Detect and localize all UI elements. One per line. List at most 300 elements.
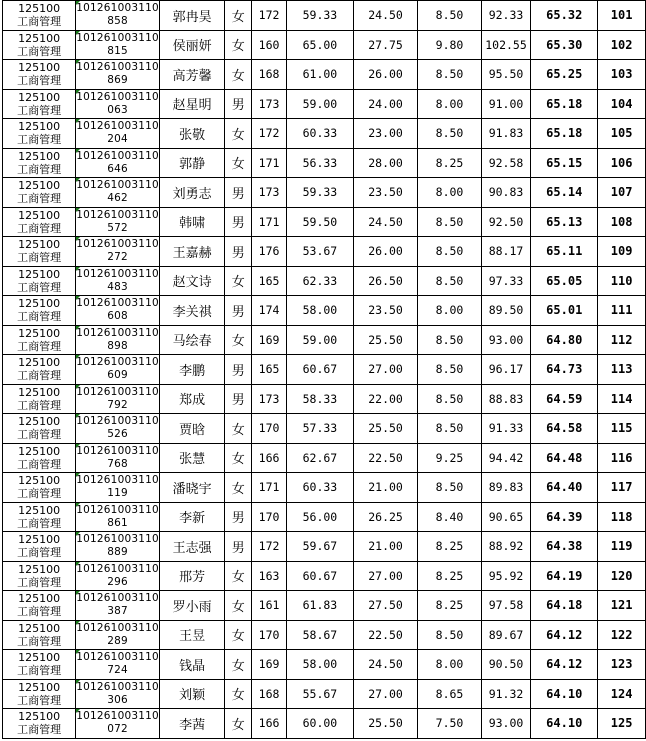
major-cell: [3, 296, 76, 326]
exam-id-cell: [76, 355, 160, 385]
score-3-cell: 8.25: [418, 148, 482, 178]
score-4-cell: 93.00: [481, 709, 530, 739]
score-3-cell: 9.25: [418, 443, 482, 473]
table-row: [3, 148, 646, 178]
total-score-cell: 65.13: [531, 207, 598, 237]
total-score-cell: 64.48: [531, 443, 598, 473]
table-row: [3, 178, 646, 208]
score-4-cell: 90.83: [481, 178, 530, 208]
score-3-cell: 8.00: [418, 650, 482, 680]
score-1-cell: 60.33: [286, 473, 353, 503]
score-3-cell: 8.50: [418, 355, 482, 385]
major-cell-major-name: 工商管理: [17, 103, 62, 117]
major-cell-major-name: 工商管理: [17, 664, 62, 678]
exam-id-cell: [76, 266, 160, 296]
table-row: [3, 620, 646, 650]
score-2-cell: 22.50: [353, 620, 417, 650]
major-cell-major-code: 125100: [18, 238, 61, 252]
rank-cell: 112: [598, 325, 646, 355]
score-2-cell: 25.50: [353, 414, 417, 444]
rank-cell: 122: [598, 620, 646, 650]
major-cell: [3, 266, 76, 296]
sex-cell: 男: [225, 237, 252, 267]
score-3-cell: 8.00: [418, 178, 482, 208]
score-4-cell: 90.50: [481, 650, 530, 680]
exam-id-cell-id-a: 101261003110: [76, 621, 159, 634]
table-row: [3, 502, 646, 532]
name-cell: 高芳馨: [159, 60, 225, 90]
exam-id-cell: [76, 502, 160, 532]
name-cell: 张敬: [159, 119, 225, 149]
exam-id-cell-id-b: 724: [107, 664, 128, 677]
name-cell: 马绘春: [159, 325, 225, 355]
sex-cell: 男: [225, 296, 252, 326]
major-cell-major-code: 125100: [18, 651, 61, 665]
table-row: [3, 207, 646, 237]
total-score-cell: 64.19: [531, 561, 598, 591]
score-1-cell: 58.00: [286, 650, 353, 680]
major-cell-major-name: 工商管理: [17, 398, 62, 412]
exam-id-cell: [76, 60, 160, 90]
major-cell-major-code: 125100: [18, 444, 61, 458]
rank-cell: 123: [598, 650, 646, 680]
total-score-cell: 65.05: [531, 266, 598, 296]
exam-id-cell-id-b: 889: [107, 546, 128, 559]
total-score-cell: 64.10: [531, 709, 598, 739]
total-score-cell: 65.30: [531, 30, 598, 60]
score-3-cell: 8.50: [418, 384, 482, 414]
exam-id-cell: [76, 1, 160, 31]
exam-id-cell-id-b: 572: [107, 221, 128, 234]
exam-id-cell-id-b: 858: [107, 15, 128, 28]
exam-id-cell-id-b: 526: [107, 428, 128, 441]
score-1-cell: 53.67: [286, 237, 353, 267]
major-cell: [3, 561, 76, 591]
major-cell-major-name: 工商管理: [17, 546, 62, 560]
exam-id-cell-id-b: 815: [107, 44, 128, 57]
major-cell-major-code: 125100: [18, 149, 61, 163]
exam-id-cell: [76, 148, 160, 178]
major-cell-major-name: 工商管理: [17, 634, 62, 648]
score-1-cell: 56.33: [286, 148, 353, 178]
name-cell: 王昱: [159, 620, 225, 650]
sex-cell: 女: [225, 650, 252, 680]
exam-id-cell-id-a: 101261003110: [76, 710, 159, 723]
score-3-cell: 8.50: [418, 473, 482, 503]
exam-id-cell-id-b: 272: [107, 251, 128, 264]
score-3-cell: 8.00: [418, 89, 482, 119]
sex-cell: 男: [225, 178, 252, 208]
rank-cell: 118: [598, 502, 646, 532]
score-2-cell: 22.50: [353, 443, 417, 473]
score-2-cell: 21.00: [353, 473, 417, 503]
name-cell: 赵文诗: [159, 266, 225, 296]
score-4-cell: 91.33: [481, 414, 530, 444]
rank-cell: 125: [598, 709, 646, 739]
table-row: [3, 679, 646, 709]
major-cell: [3, 679, 76, 709]
score-3-cell: 8.25: [418, 532, 482, 562]
major-cell-major-code: 125100: [18, 208, 61, 222]
score-1-cell: 59.67: [286, 532, 353, 562]
score-3-cell: 8.50: [418, 207, 482, 237]
score-4-cell: 90.65: [481, 502, 530, 532]
rank-cell: 120: [598, 561, 646, 591]
exam-id-cell-id-b: 609: [107, 369, 128, 382]
total-score-cell: 65.01: [531, 296, 598, 326]
height-cell: 171: [252, 473, 287, 503]
sex-cell: 女: [225, 679, 252, 709]
sex-cell: 女: [225, 1, 252, 31]
score-3-cell: 8.00: [418, 296, 482, 326]
height-cell: 170: [252, 502, 287, 532]
major-cell: [3, 620, 76, 650]
score-3-cell: 8.50: [418, 414, 482, 444]
exam-id-cell-id-a: 101261003110: [76, 503, 159, 516]
score-2-cell: 26.25: [353, 502, 417, 532]
score-table: [2, 0, 646, 739]
score-1-cell: 62.67: [286, 443, 353, 473]
exam-id-cell-id-a: 101261003110: [76, 61, 159, 74]
score-1-cell: 59.50: [286, 207, 353, 237]
exam-id-cell-id-b: 792: [107, 398, 128, 411]
height-cell: 171: [252, 148, 287, 178]
score-2-cell: 26.50: [353, 266, 417, 296]
score-1-cell: 61.00: [286, 60, 353, 90]
exam-id-cell-id-a: 101261003110: [76, 208, 159, 221]
rank-cell: 113: [598, 355, 646, 385]
score-1-cell: 58.00: [286, 296, 353, 326]
exam-id-cell-id-a: 101261003110: [76, 385, 159, 398]
score-3-cell: 8.65: [418, 679, 482, 709]
height-cell: 172: [252, 532, 287, 562]
sex-cell: 女: [225, 266, 252, 296]
exam-id-cell-id-b: 898: [107, 339, 128, 352]
height-cell: 174: [252, 296, 287, 326]
score-2-cell: 21.00: [353, 532, 417, 562]
score-4-cell: 97.33: [481, 266, 530, 296]
major-cell-major-name: 工商管理: [17, 133, 62, 147]
exam-id-cell-id-a: 101261003110: [76, 297, 159, 310]
major-cell: [3, 89, 76, 119]
rank-cell: 106: [598, 148, 646, 178]
total-score-cell: 64.18: [531, 591, 598, 621]
major-cell: [3, 502, 76, 532]
exam-id-cell-id-b: 306: [107, 693, 128, 706]
score-1-cell: 58.67: [286, 620, 353, 650]
score-2-cell: 23.50: [353, 296, 417, 326]
score-4-cell: 92.50: [481, 207, 530, 237]
rank-cell: 119: [598, 532, 646, 562]
name-cell: 贾晗: [159, 414, 225, 444]
score-4-cell: 92.58: [481, 148, 530, 178]
sex-cell: 女: [225, 148, 252, 178]
score-4-cell: 89.83: [481, 473, 530, 503]
sex-cell: 女: [225, 414, 252, 444]
total-score-cell: 65.15: [531, 148, 598, 178]
table-row: [3, 296, 646, 326]
exam-id-cell: [76, 296, 160, 326]
height-cell: 165: [252, 266, 287, 296]
major-cell: [3, 709, 76, 739]
total-score-cell: 65.32: [531, 1, 598, 31]
exam-id-cell-id-a: 101261003110: [76, 356, 159, 369]
rank-cell: 107: [598, 178, 646, 208]
rank-cell: 105: [598, 119, 646, 149]
score-1-cell: 59.00: [286, 89, 353, 119]
name-cell: 侯丽妍: [159, 30, 225, 60]
major-cell: [3, 384, 76, 414]
height-cell: 169: [252, 325, 287, 355]
exam-id-cell: [76, 414, 160, 444]
major-cell: [3, 473, 76, 503]
total-score-cell: 64.12: [531, 620, 598, 650]
exam-id-cell-id-b: 608: [107, 310, 128, 323]
major-cell-major-name: 工商管理: [17, 487, 62, 501]
name-cell: 李鹏: [159, 355, 225, 385]
total-score-cell: 64.80: [531, 325, 598, 355]
height-cell: 176: [252, 237, 287, 267]
score-1-cell: 60.33: [286, 119, 353, 149]
score-1-cell: 61.83: [286, 591, 353, 621]
sex-cell: 女: [225, 30, 252, 60]
major-cell-major-code: 125100: [18, 385, 61, 399]
exam-id-cell: [76, 532, 160, 562]
score-3-cell: 8.25: [418, 591, 482, 621]
name-cell: 韩啸: [159, 207, 225, 237]
exam-id-cell: [76, 30, 160, 60]
major-cell-major-code: 125100: [18, 710, 61, 724]
name-cell: 邢芳: [159, 561, 225, 591]
exam-id-cell: [76, 620, 160, 650]
score-3-cell: 8.50: [418, 266, 482, 296]
major-cell: [3, 325, 76, 355]
score-4-cell: 88.83: [481, 384, 530, 414]
height-cell: 173: [252, 89, 287, 119]
major-cell-major-code: 125100: [18, 415, 61, 429]
score-4-cell: 88.92: [481, 532, 530, 562]
exam-id-cell-id-a: 101261003110: [76, 90, 159, 103]
sex-cell: 男: [225, 384, 252, 414]
height-cell: 166: [252, 709, 287, 739]
table-row: [3, 237, 646, 267]
table-row: [3, 561, 646, 591]
score-2-cell: 26.00: [353, 237, 417, 267]
height-cell: 161: [252, 591, 287, 621]
major-cell: [3, 30, 76, 60]
height-cell: 172: [252, 1, 287, 31]
exam-id-cell-id-a: 101261003110: [76, 31, 159, 44]
exam-id-cell: [76, 473, 160, 503]
sex-cell: 女: [225, 709, 252, 739]
exam-id-cell-id-b: 289: [107, 634, 128, 647]
height-cell: 168: [252, 679, 287, 709]
sex-cell: 男: [225, 532, 252, 562]
major-cell-major-name: 工商管理: [17, 693, 62, 707]
exam-id-cell-id-b: 869: [107, 74, 128, 87]
exam-id-cell-id-a: 101261003110: [76, 326, 159, 339]
table-row: [3, 1, 646, 31]
score-2-cell: 25.50: [353, 709, 417, 739]
score-3-cell: 8.50: [418, 119, 482, 149]
score-1-cell: 55.67: [286, 679, 353, 709]
score-1-cell: 56.00: [286, 502, 353, 532]
table-row: [3, 650, 646, 680]
major-cell-major-name: 工商管理: [17, 369, 62, 383]
height-cell: 173: [252, 384, 287, 414]
name-cell: 郑成: [159, 384, 225, 414]
score-3-cell: 8.50: [418, 325, 482, 355]
exam-id-cell: [76, 709, 160, 739]
major-cell-major-name: 工商管理: [17, 192, 62, 206]
score-1-cell: 60.67: [286, 355, 353, 385]
exam-id-cell-id-b: 462: [107, 192, 128, 205]
name-cell: 王嘉赫: [159, 237, 225, 267]
major-cell-major-name: 工商管理: [17, 723, 62, 737]
exam-id-cell-id-b: 119: [107, 487, 128, 500]
exam-id-cell-id-b: 296: [107, 575, 128, 588]
exam-id-cell-id-a: 101261003110: [76, 533, 159, 546]
name-cell: 钱晶: [159, 650, 225, 680]
total-score-cell: 65.25: [531, 60, 598, 90]
rank-cell: 103: [598, 60, 646, 90]
major-cell-major-name: 工商管理: [17, 575, 62, 589]
exam-id-cell-id-b: 063: [107, 103, 128, 116]
major-cell: [3, 355, 76, 385]
rank-cell: 108: [598, 207, 646, 237]
score-3-cell: 9.80: [418, 30, 482, 60]
exam-id-cell: [76, 237, 160, 267]
major-cell-major-code: 125100: [18, 267, 61, 281]
exam-id-cell: [76, 650, 160, 680]
score-4-cell: 89.50: [481, 296, 530, 326]
table-row: [3, 60, 646, 90]
exam-id-cell: [76, 325, 160, 355]
exam-id-cell-id-b: 387: [107, 605, 128, 618]
exam-id-cell: [76, 591, 160, 621]
total-score-cell: 65.14: [531, 178, 598, 208]
score-4-cell: 88.17: [481, 237, 530, 267]
exam-id-cell: [76, 561, 160, 591]
major-cell-major-name: 工商管理: [17, 74, 62, 88]
rank-cell: 101: [598, 1, 646, 31]
score-4-cell: 92.33: [481, 1, 530, 31]
major-cell: [3, 207, 76, 237]
exam-id-cell-id-b: 483: [107, 280, 128, 293]
major-cell-major-name: 工商管理: [17, 457, 62, 471]
major-cell-major-name: 工商管理: [17, 251, 62, 265]
table-row: [3, 325, 646, 355]
sex-cell: 女: [225, 620, 252, 650]
score-2-cell: 27.50: [353, 591, 417, 621]
major-cell-major-name: 工商管理: [17, 516, 62, 530]
major-cell-major-name: 工商管理: [17, 310, 62, 324]
rank-cell: 117: [598, 473, 646, 503]
height-cell: 163: [252, 561, 287, 591]
score-2-cell: 25.50: [353, 325, 417, 355]
score-4-cell: 96.17: [481, 355, 530, 385]
sex-cell: 女: [225, 591, 252, 621]
major-cell-major-code: 125100: [18, 503, 61, 517]
score-1-cell: 59.33: [286, 178, 353, 208]
exam-id-cell-id-a: 101261003110: [76, 680, 159, 693]
rank-cell: 109: [598, 237, 646, 267]
table-row: [3, 119, 646, 149]
rank-cell: 110: [598, 266, 646, 296]
exam-id-cell-id-a: 101261003110: [76, 474, 159, 487]
major-cell-major-code: 125100: [18, 326, 61, 340]
score-1-cell: 65.00: [286, 30, 353, 60]
sex-cell: 女: [225, 325, 252, 355]
score-4-cell: 91.00: [481, 89, 530, 119]
score-2-cell: 24.50: [353, 1, 417, 31]
rank-cell: 115: [598, 414, 646, 444]
score-4-cell: 95.92: [481, 561, 530, 591]
major-cell-major-code: 125100: [18, 61, 61, 75]
major-cell-major-code: 125100: [18, 562, 61, 576]
table-row: [3, 414, 646, 444]
major-cell: [3, 148, 76, 178]
rank-cell: 121: [598, 591, 646, 621]
score-4-cell: 94.42: [481, 443, 530, 473]
table-row: [3, 89, 646, 119]
height-cell: 166: [252, 443, 287, 473]
score-3-cell: 8.25: [418, 561, 482, 591]
table-row: [3, 443, 646, 473]
score-2-cell: 24.50: [353, 207, 417, 237]
major-cell-major-name: 工商管理: [17, 280, 62, 294]
name-cell: 王志强: [159, 532, 225, 562]
total-score-cell: 65.11: [531, 237, 598, 267]
name-cell: 刘勇志: [159, 178, 225, 208]
total-score-cell: 64.58: [531, 414, 598, 444]
major-cell-major-code: 125100: [18, 179, 61, 193]
score-1-cell: 62.33: [286, 266, 353, 296]
score-1-cell: 60.00: [286, 709, 353, 739]
exam-id-cell: [76, 178, 160, 208]
major-cell-major-code: 125100: [18, 621, 61, 635]
total-score-cell: 64.73: [531, 355, 598, 385]
major-cell-major-code: 125100: [18, 356, 61, 370]
height-cell: 170: [252, 620, 287, 650]
table-row: [3, 30, 646, 60]
major-cell: [3, 119, 76, 149]
exam-id-cell: [76, 207, 160, 237]
sex-cell: 女: [225, 561, 252, 591]
score-2-cell: 26.00: [353, 60, 417, 90]
major-cell-major-code: 125100: [18, 31, 61, 45]
major-cell-major-code: 125100: [18, 533, 61, 547]
score-2-cell: 24.50: [353, 650, 417, 680]
total-score-cell: 64.12: [531, 650, 598, 680]
height-cell: 172: [252, 119, 287, 149]
score-4-cell: 91.32: [481, 679, 530, 709]
exam-id-cell-id-a: 101261003110: [76, 592, 159, 605]
exam-id-cell-id-b: 861: [107, 516, 128, 529]
major-cell-major-name: 工商管理: [17, 605, 62, 619]
name-cell: 李茜: [159, 709, 225, 739]
score-1-cell: 59.33: [286, 1, 353, 31]
sex-cell: 男: [225, 207, 252, 237]
name-cell: 赵星明: [159, 89, 225, 119]
score-2-cell: 23.50: [353, 178, 417, 208]
height-cell: 173: [252, 178, 287, 208]
major-cell-major-code: 125100: [18, 90, 61, 104]
exam-id-cell: [76, 443, 160, 473]
total-score-cell: 64.10: [531, 679, 598, 709]
table-row: [3, 709, 646, 739]
sex-cell: 女: [225, 473, 252, 503]
